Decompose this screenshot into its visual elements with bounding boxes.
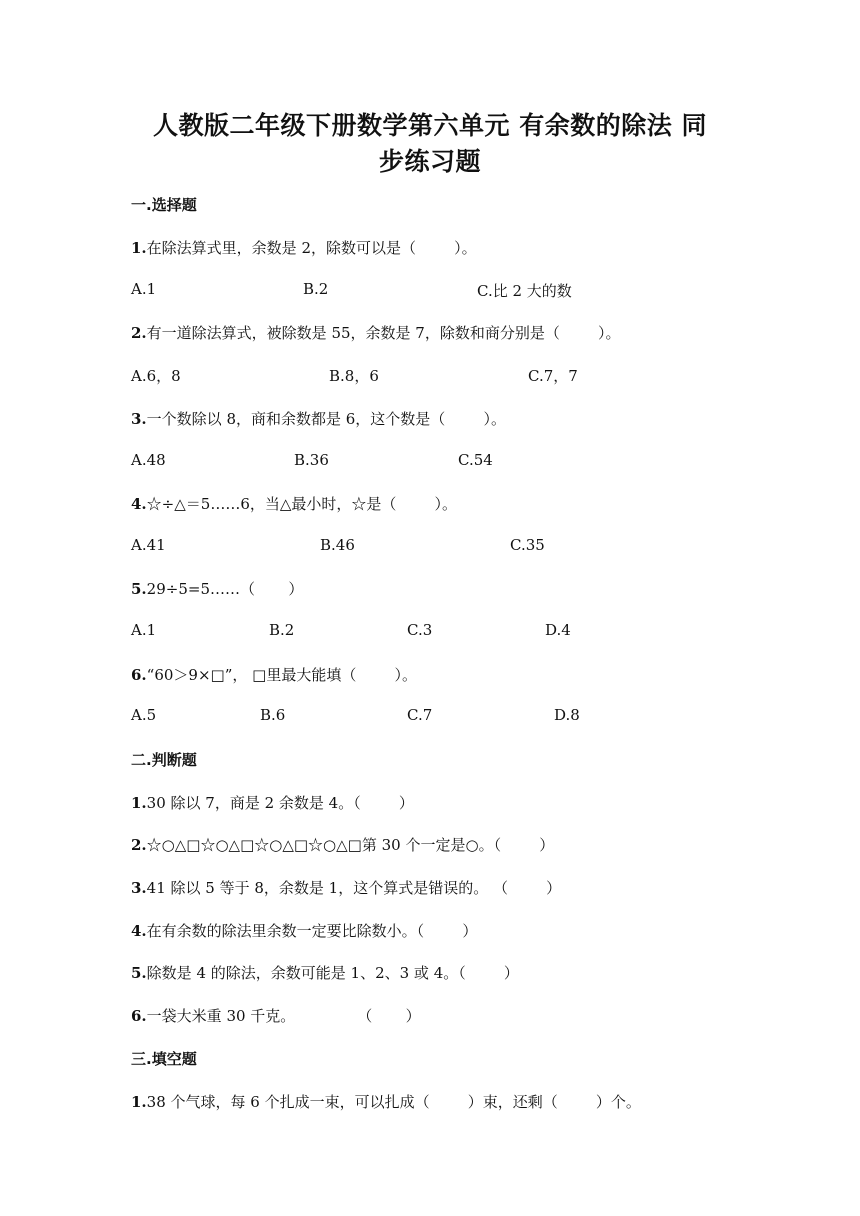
question-number: 4. (131, 495, 147, 513)
choice-3-option-c: C.54 (458, 451, 493, 469)
choice-question-3 (131, 408, 506, 429)
question-text: 29÷5=5……（ ） (146, 580, 304, 598)
question-text: 在除法算式里，余数是 2，除数可以是（ ）。 (146, 239, 477, 257)
choice-6-option-a: A.5 (131, 706, 157, 724)
question-number: 1. (131, 239, 147, 257)
question-text: 在有余数的除法里余数一定要比除数小。（ ） (146, 922, 478, 940)
choice-question-2 (131, 322, 621, 343)
choice-1-option-b: B.2 (303, 280, 329, 298)
choice-3-option-b: B.36 (294, 451, 329, 469)
choice-6-option-d: D.8 (554, 706, 580, 724)
choice-5-option-b: B.2 (269, 621, 295, 639)
choice-6-option-b: B.6 (260, 706, 286, 724)
choice-3-option-a: A.48 (131, 451, 166, 469)
page-title-line-2: 步练习题 (378, 147, 481, 176)
question-text: 除数是 4 的除法，余数可能是 1、2、3 或 4。（ ） (146, 964, 519, 982)
choice-question-1 (131, 237, 477, 258)
question-number: 3. (131, 410, 147, 428)
section-heading-choice: 一.选择题 (131, 196, 197, 214)
choice-1-option-c: C.比 2 大的数 (477, 282, 572, 300)
choice-1-option-a: A.1 (131, 280, 157, 298)
question-number: 5. (131, 964, 147, 982)
question-text: 一个数除以 8，商和余数都是 6，这个数是（ ）。 (146, 410, 506, 428)
fill-question-1 (131, 1091, 641, 1112)
choice-5-option-d: D.4 (545, 621, 571, 639)
choice-question-6 (131, 664, 417, 685)
judge-question-5 (131, 962, 519, 983)
section-heading-judge: 二.判断题 (131, 751, 197, 769)
choice-4-option-b: B.46 (320, 536, 355, 554)
choice-question-5 (131, 578, 303, 599)
question-number: 2. (131, 324, 147, 342)
judge-question-2 (131, 834, 554, 855)
question-number: 4. (131, 922, 147, 940)
question-number: 1. (131, 1093, 147, 1111)
choice-question-4 (131, 493, 457, 514)
question-text: “60＞9×□”， □里最大能填（ ）。 (146, 666, 417, 684)
question-text: 38 个气球，每 6 个扎成一束，可以扎成（ ）束，还剩（ ）个。 (146, 1093, 641, 1111)
question-text: ☆÷△＝5……6，当△最小时，☆是（ ）。 (146, 495, 458, 513)
choice-2-option-b: B.8，6 (329, 367, 379, 385)
question-text: 一袋大米重 30 千克。 （ ） (146, 1007, 421, 1025)
judge-question-3 (131, 877, 561, 898)
choice-5-option-a: A.1 (131, 621, 157, 639)
choice-5-option-c: C.3 (407, 621, 433, 639)
question-text: 有一道除法算式，被除数是 55，余数是 7，除数和商分别是（ ）。 (146, 324, 621, 342)
choice-4-option-a: A.41 (131, 536, 166, 554)
question-number: 6. (131, 666, 147, 684)
choice-2-option-a: A.6，8 (131, 367, 181, 385)
question-text: 41 除以 5 等于 8，余数是 1，这个算式是错误的。 （ ） (146, 879, 562, 897)
question-text: ☆○△□☆○△□☆○△□☆○△□第 30 个一定是○。（ ） (146, 836, 555, 854)
question-number: 3. (131, 879, 147, 897)
section-heading-fill: 三.填空题 (131, 1050, 197, 1068)
question-number: 6. (131, 1007, 147, 1025)
page-title-line-1: 人教版二年级下册数学第六单元 有余数的除法 同 (153, 111, 707, 140)
question-number: 2. (131, 836, 147, 854)
choice-4-option-c: C.35 (510, 536, 545, 554)
question-number: 1. (131, 794, 147, 812)
choice-2-option-c: C.7，7 (528, 367, 578, 385)
judge-question-1 (131, 792, 414, 813)
question-text: 30 除以 7，商是 2 余数是 4。（ ） (146, 794, 414, 812)
question-number: 5. (131, 580, 147, 598)
choice-6-option-c: C.7 (407, 706, 433, 724)
judge-question-4 (131, 920, 477, 941)
judge-question-6 (131, 1005, 421, 1026)
